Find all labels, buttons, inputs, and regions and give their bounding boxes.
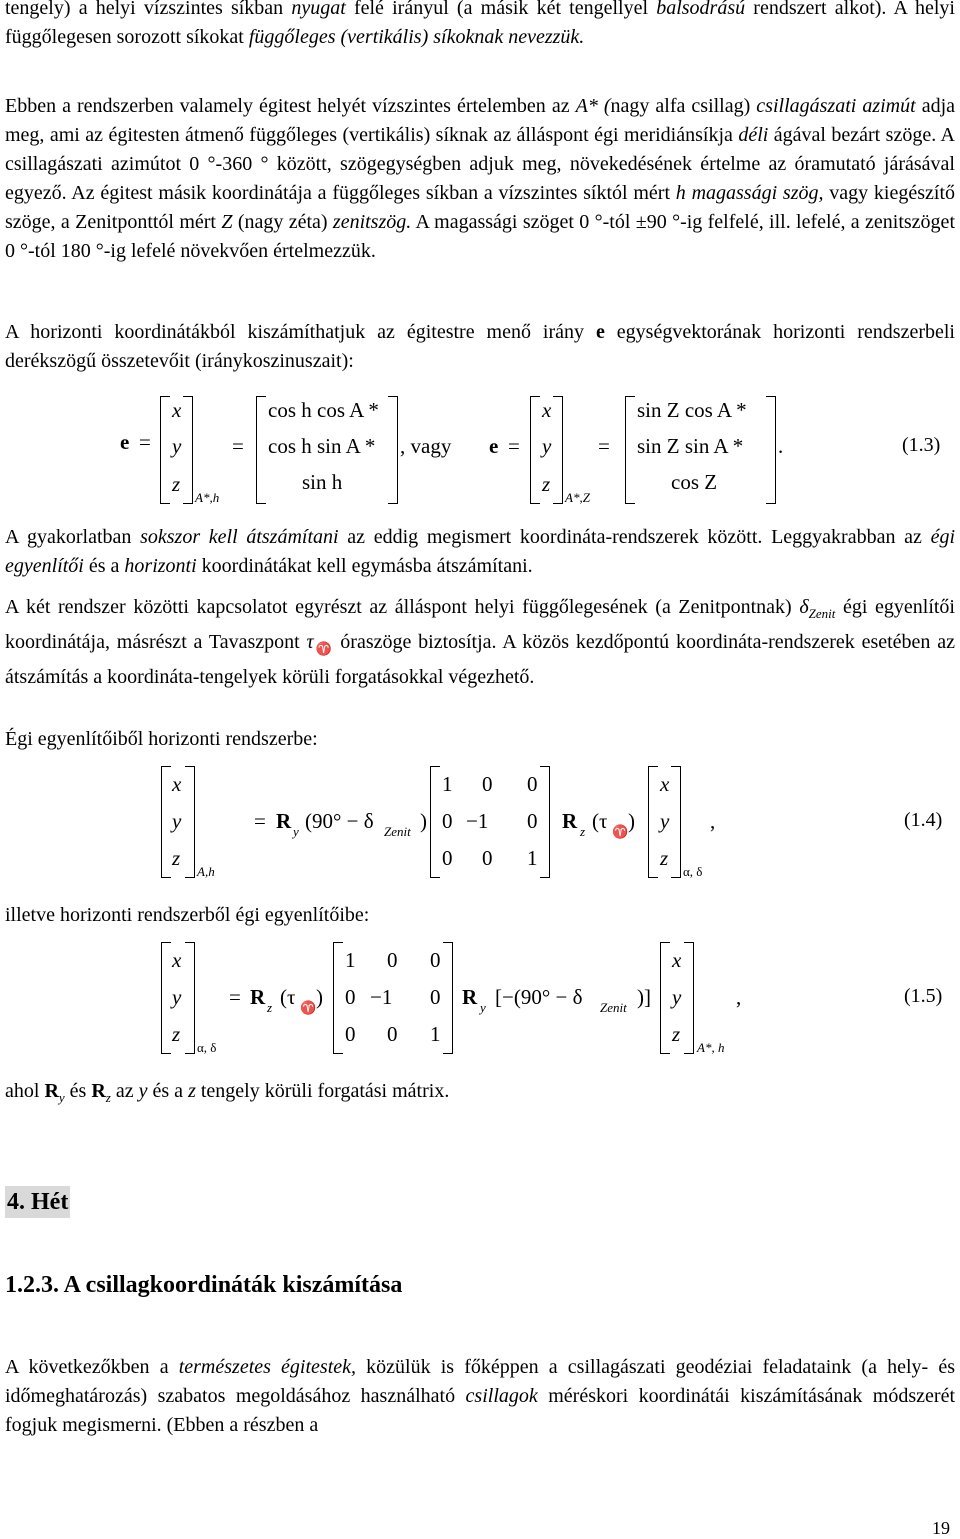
rotation-matrix-symbol: R <box>250 985 266 1009</box>
right-bracket <box>185 766 195 878</box>
right-bracket <box>183 396 193 504</box>
equation-number: (1.3) <box>902 434 941 456</box>
eq-var: y <box>660 809 670 833</box>
matrix-cell: −1 <box>466 809 489 833</box>
text: az <box>110 1080 139 1102</box>
text: Ebben a rendszerben valamely égitest helyét vízszintes értelemben az <box>5 95 576 117</box>
text: (nagy zéta) <box>232 211 333 233</box>
eq-argument: [−(90° − δ <box>495 985 583 1009</box>
matrix-cell: 0 <box>527 809 538 833</box>
eq-argument: (τ <box>280 985 296 1009</box>
matrix-cell: cos h sin A * <box>268 434 376 458</box>
italic-text: h magassági szög, <box>675 182 824 204</box>
italic-text: természetes égitestek, <box>178 1356 357 1378</box>
bold-text: R <box>91 1080 106 1102</box>
italic-text: déli <box>738 124 769 146</box>
eq-text: ) <box>420 809 427 833</box>
matrix-cell: 0 <box>482 772 493 796</box>
eq-var: z <box>672 1022 681 1046</box>
section-heading: 1.2.3. A csillagkoordináták kiszámítása <box>5 1272 403 1298</box>
left-bracket <box>161 766 171 878</box>
right-bracket <box>185 942 195 1054</box>
eq-text: . <box>778 434 784 458</box>
paragraph-hor-to-eq <box>5 901 955 930</box>
eq-var: y <box>542 434 552 458</box>
text: és a <box>147 1080 189 1102</box>
text: felé irányul (a másik két tengellyel <box>345 0 657 19</box>
vernal-equinox-icon: ♈ <box>313 641 334 656</box>
matrix-cell: 0 <box>345 985 356 1009</box>
rotation-matrix-symbol: R <box>276 809 292 833</box>
paragraph-conversion <box>5 523 955 581</box>
eq-subscript: Zenit <box>384 824 411 839</box>
italic-text: égi egyenlítői <box>5 526 955 577</box>
eq-argument: (90° − δ <box>305 809 374 833</box>
eq-text: ) <box>628 809 635 833</box>
eq-subscript: α, δ <box>683 864 703 879</box>
text: egységvektorának horizonti rendszerbeli derékszögű összetevőit (iránykoszinuszait): <box>5 321 955 372</box>
italic-text: függőleges (vertikális) síkoknak nevezzük. <box>248 26 585 48</box>
subscript: z <box>105 1090 111 1105</box>
eq-subscript: A,h <box>197 864 215 879</box>
italic-text: Z <box>221 211 233 233</box>
vernal-equinox-icon: ♈ <box>612 824 629 839</box>
equation-number: (1.4) <box>904 809 943 831</box>
bold-text: R <box>44 1080 59 1102</box>
bold-text: e <box>595 321 605 343</box>
page-number: 19 <box>932 1518 950 1538</box>
eq-var: z <box>172 1022 181 1046</box>
eq-var: z <box>172 472 181 496</box>
equation-number: (1.5) <box>904 985 943 1007</box>
matrix-cell: cos Z <box>671 470 718 494</box>
eq-var: x <box>542 398 552 422</box>
eq-equals: = <box>254 809 266 833</box>
equation-1-3 <box>0 394 960 506</box>
text: tengely körüli forgatási mátrix. <box>195 1080 450 1102</box>
eq-var: x <box>672 948 682 972</box>
text: égi egyenlítői koordinátája, másrészt a Tavaszpont <box>5 596 955 653</box>
italic-text: y <box>138 1080 148 1102</box>
eq-subscript: z <box>267 1000 273 1015</box>
eq-subscript: Zenit <box>600 1000 627 1015</box>
italic-text: δ <box>799 596 809 618</box>
paragraph-star-coordinates <box>5 1353 955 1440</box>
left-bracket <box>648 766 658 878</box>
text: ágával bezárt szöge. A csillagászati azimútot 0 °-360 ° között, szögegységben adjuk meg, növekedésének értelme az óramutató járásával egyező. Az égitest másik koordinátája a függőleges síkban a vízszintes síktól mért <box>5 124 955 204</box>
text: adja meg, ami az égitesten átmenő függőleges (vertikális) síknak az álláspont égi meridiánsíkja <box>5 95 956 146</box>
eq-var: z <box>660 846 669 870</box>
italic-text: sokszor kell átszámítani <box>140 526 339 548</box>
paragraph-relation <box>5 593 955 692</box>
text: az eddig megismert koordináta-rendszerek között. Leggyakrabban az <box>338 526 931 548</box>
matrix-cell: 1 <box>345 948 356 972</box>
eq-equals: = <box>508 434 520 458</box>
eq-equals: = <box>232 434 244 458</box>
eq-subscript: A*,Z <box>565 490 590 505</box>
rotation-matrix-symbol: R <box>562 809 578 833</box>
eq-text: ) <box>316 985 323 1009</box>
italic-text: horizonti <box>124 555 197 577</box>
left-bracket <box>333 942 343 1054</box>
text: és <box>64 1080 92 1102</box>
text: vagy kiegészítő szöge, a Zenitponttól mért <box>5 182 955 233</box>
eq-subscript: A*, h <box>697 1040 725 1055</box>
matrix-cell: 0 <box>430 985 441 1009</box>
paragraph-intro <box>5 0 955 52</box>
text: illetve horizonti rendszerből égi egyenlítőibe: <box>5 904 370 926</box>
eq-subscript: A*,h <box>195 490 220 505</box>
matrix-cell: cos h cos A * <box>268 398 379 422</box>
eq-subscript: y <box>480 1000 486 1015</box>
paragraph-eq-to-hor <box>5 725 955 754</box>
text: közülük is főképpen a csillagászati geodéziai feladataink (a hely- és időmeghatározás) szabatos megoldásához használható <box>5 1356 955 1407</box>
eq-text: , vagy <box>400 434 452 458</box>
left-bracket <box>430 766 440 878</box>
subscript: y <box>58 1090 65 1105</box>
right-bracket <box>671 766 681 878</box>
matrix-cell: 1 <box>430 1022 441 1046</box>
italic-text: z <box>188 1080 196 1102</box>
text: A következőkben a <box>5 1356 179 1378</box>
matrix-cell: sin h <box>302 470 343 494</box>
eq-equals: = <box>139 430 151 454</box>
italic-text: A* ( <box>575 95 611 117</box>
left-bracket <box>160 396 170 504</box>
eq-text: )] <box>637 985 651 1009</box>
paragraph-rotation-note <box>5 1077 955 1112</box>
text: ahol <box>5 1080 45 1102</box>
eq-equals: = <box>598 434 610 458</box>
matrix-cell: 0 <box>345 1022 356 1046</box>
subscript: Zenit <box>808 606 836 621</box>
matrix-cell: 0 <box>442 846 453 870</box>
text: óraszöge biztosítja. A közös kezdőpontú koordináta-rendszerek esetében az átszámítás a koordináta-tengelyek körüli forgatásokkal végezhető. <box>5 631 955 688</box>
paragraph-azimuth <box>5 92 955 266</box>
matrix-cell: 1 <box>442 772 453 796</box>
eq-subscript: α, δ <box>197 1040 217 1055</box>
matrix-cell: sin Z cos A * <box>637 398 747 422</box>
equation-1-4 <box>0 764 960 884</box>
eq-var: y <box>172 985 182 1009</box>
text: tengely) a helyi vízszintes síkban <box>5 0 292 19</box>
vernal-equinox-icon: ♈ <box>300 1000 317 1015</box>
matrix-cell: 0 <box>527 772 538 796</box>
eq-var: z <box>172 846 181 870</box>
eq-subscript: z <box>580 824 586 839</box>
paragraph-unit-vector <box>5 318 955 376</box>
text: A két rendszer közötti kapcsolatot egyrészt az álláspont helyi függőlegesének (a Zenitpontnak) <box>5 596 800 618</box>
text: Égi egyenlítőiből horizonti rendszerbe: <box>5 728 318 750</box>
eq-symbol: e <box>120 430 130 454</box>
rotation-matrix-symbol: R <box>462 985 478 1009</box>
italic-text: balsodrású <box>656 0 746 19</box>
text: rendszert alkot). A helyi függőlegesen sorozott síkokat <box>5 0 955 48</box>
right-bracket <box>540 766 550 878</box>
left-bracket <box>530 396 540 504</box>
eq-var: y <box>172 809 182 833</box>
left-bracket <box>625 396 635 504</box>
eq-text: , <box>736 985 742 1009</box>
italic-text: nyugat <box>291 0 346 19</box>
equation-1-5 <box>0 940 960 1060</box>
text: koordinátákat kell egymásba átszámítani. <box>196 555 533 577</box>
matrix-cell: −1 <box>370 985 393 1009</box>
matrix-cell: 0 <box>387 1022 398 1046</box>
eq-var: z <box>542 472 551 496</box>
matrix-cell: 1 <box>527 846 538 870</box>
italic-text: csillagok <box>465 1385 538 1407</box>
right-bracket <box>443 942 453 1054</box>
matrix-cell: 0 <box>482 846 493 870</box>
left-bracket <box>161 942 171 1054</box>
text: A magassági szöget 0 °-tól ±90 °-ig felfelé, ill. lefelé, a zenitszöget 0 °-tól 180 °-ig lefelé növekvően értelmezzük. <box>5 211 955 262</box>
eq-var: x <box>172 398 182 422</box>
text: A gyakorlatban <box>5 526 141 548</box>
matrix-cell: 0 <box>442 809 453 833</box>
right-bracket <box>684 942 694 1054</box>
right-bracket <box>553 396 563 504</box>
text: A horizonti koordinátákból kiszámíthatjuk az égitestre menő irány <box>5 321 596 343</box>
eq-subscript: y <box>293 824 299 839</box>
italic-text: csillagászati azimút <box>756 95 916 117</box>
text: nagy alfa csillag) <box>610 95 757 117</box>
week-heading: 4. Hét <box>5 1186 70 1218</box>
right-bracket <box>388 396 398 504</box>
matrix-cell: 0 <box>430 948 441 972</box>
eq-var: x <box>172 772 182 796</box>
text: és a <box>83 555 125 577</box>
text: méréskori koordinátái kiszámításának módszerét fogjuk megismerni. (Ebben a részben a <box>5 1385 955 1436</box>
eq-argument: (τ <box>592 809 608 833</box>
left-bracket <box>256 396 266 504</box>
matrix-cell: sin Z sin A * <box>637 434 744 458</box>
italic-text: zenitszög. <box>332 211 412 233</box>
matrix-cell: 0 <box>387 948 398 972</box>
eq-symbol: e <box>489 434 499 458</box>
eq-var: x <box>172 948 182 972</box>
eq-var: x <box>660 772 670 796</box>
italic-text: τ <box>306 631 314 653</box>
eq-var: y <box>672 985 682 1009</box>
eq-var: y <box>172 434 182 458</box>
right-bracket <box>766 396 776 504</box>
left-bracket <box>660 942 670 1054</box>
eq-text: , <box>710 809 716 833</box>
eq-equals: = <box>229 985 241 1009</box>
